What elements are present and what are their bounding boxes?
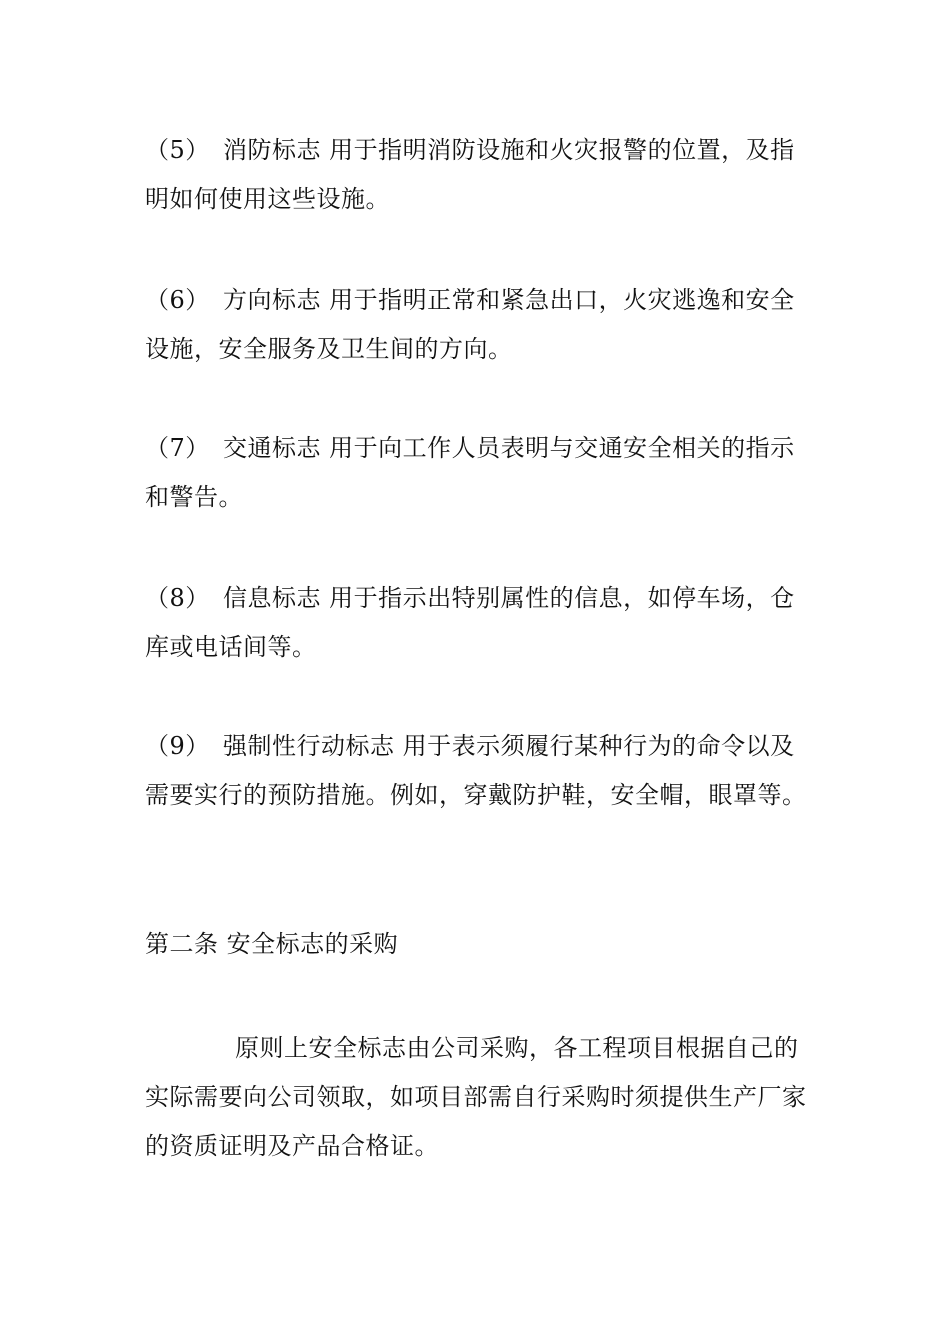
section-heading: 第二条 安全标志的采购	[145, 930, 399, 958]
item-number: （8）	[145, 584, 210, 612]
list-item-6	[145, 276, 815, 374]
list-item-9	[145, 722, 815, 820]
item-number: （5）	[145, 136, 210, 164]
item-number: （9）	[145, 732, 210, 760]
section-body	[145, 1024, 815, 1171]
section-body-text: 原则上安全标志由公司采购，各工程项目根据自己的实际需要向公司领取，如项目部需自行采购时须提供生产厂家的资质证明及产品合格证。	[145, 1034, 807, 1160]
list-item-7	[145, 424, 815, 522]
item-text: 信息标志 用于指示出特别属性的信息，如停车场，仓库或电话间等。	[145, 584, 795, 661]
item-text: 消防标志 用于指明消防设施和火灾报警的位置，及指明如何使用这些设施。	[145, 136, 795, 213]
item-number: （6）	[145, 286, 210, 314]
item-text: 交通标志 用于向工作人员表明与交通安全相关的指示和警告。	[145, 434, 795, 511]
item-number: （7）	[145, 434, 210, 462]
list-item-8	[145, 574, 815, 672]
item-text: 强制性行动标志 用于表示须履行某种行为的命令以及需要实行的预防措施。例如，穿戴防护鞋，安全帽，眼罩等。	[145, 732, 807, 809]
list-item-5	[145, 126, 815, 224]
item-text: 方向标志 用于指明正常和紧急出口，火灾逃逸和安全设施，安全服务及卫生间的方向。	[145, 286, 795, 363]
